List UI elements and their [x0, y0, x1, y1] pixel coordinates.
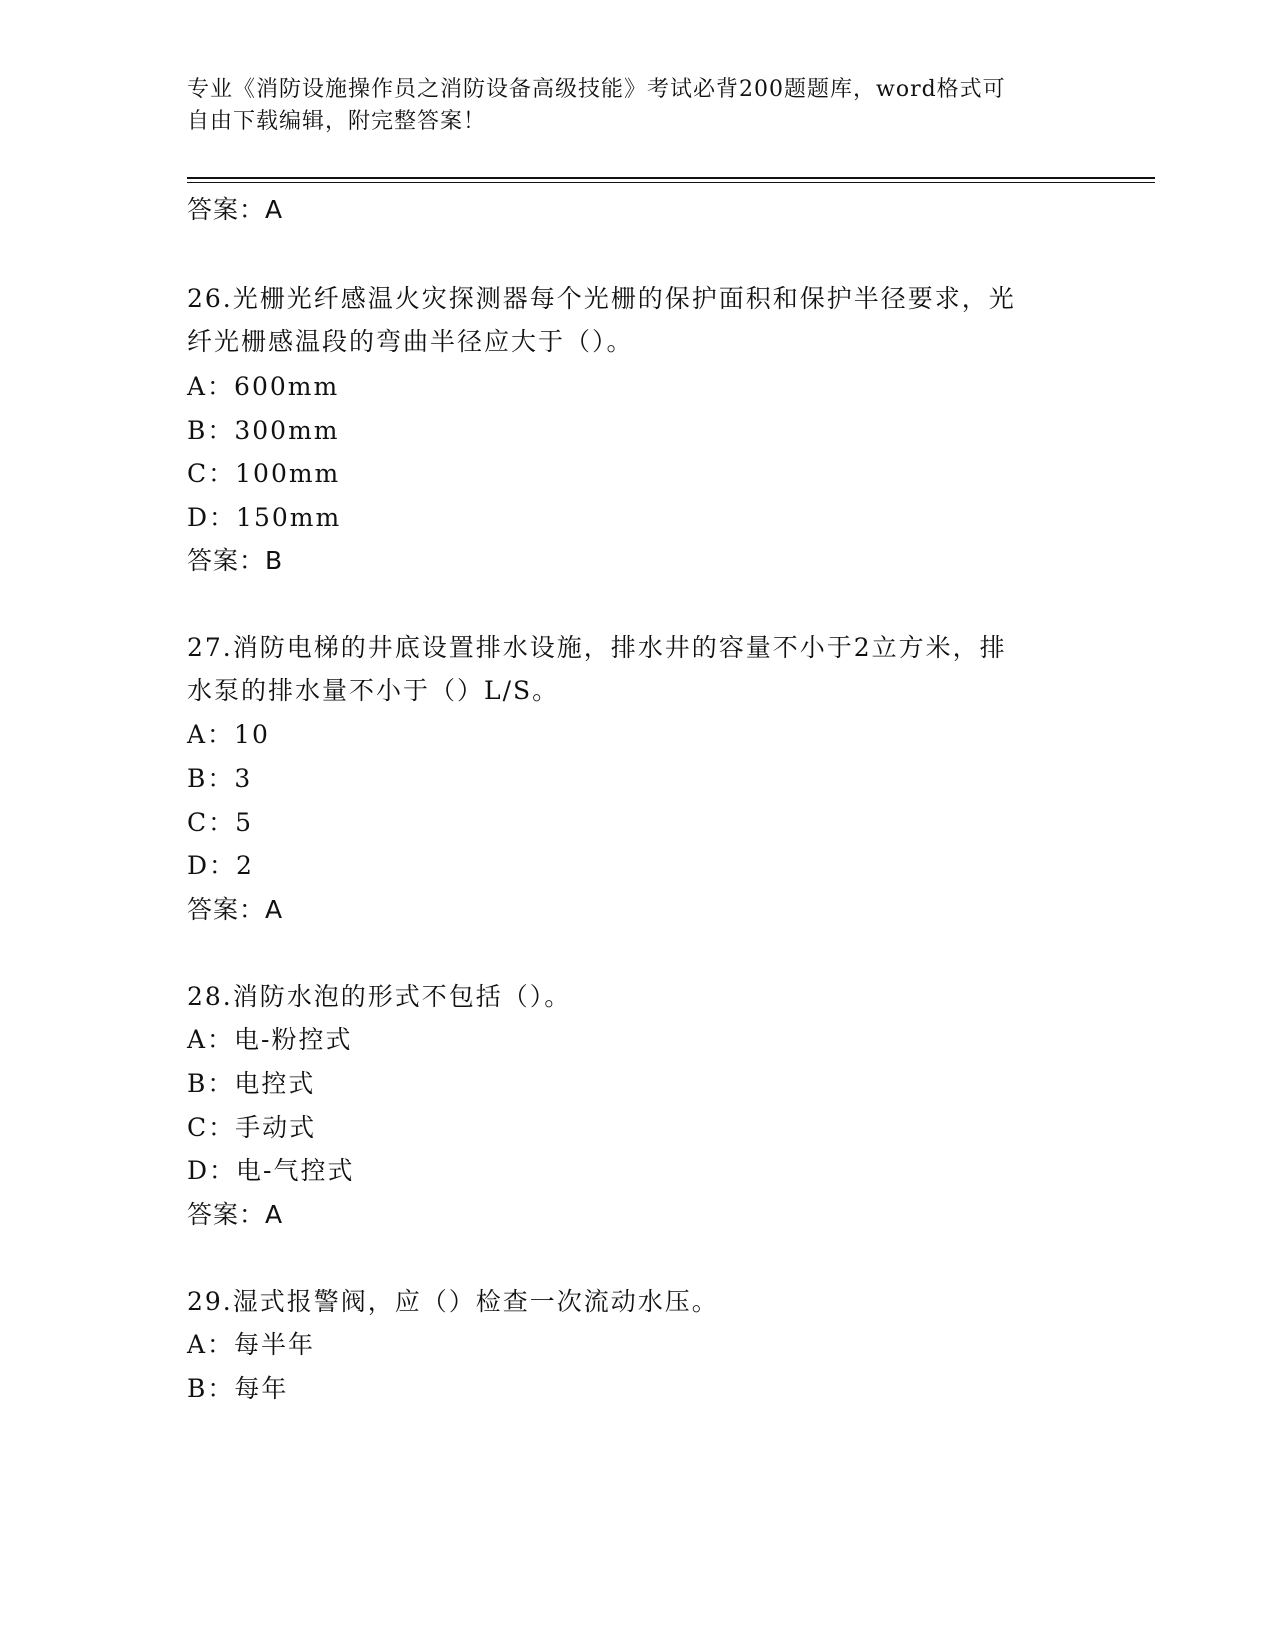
header-divider-thick: [187, 177, 1155, 179]
question-28-option-d: D：电-气控式: [187, 1156, 355, 1185]
question-27-stem-line-2: 水泵的排水量不小于（）L/S。: [187, 676, 560, 705]
question-27-stem-line-1: 27.消防电梯的井底设置排水设施，排水井的容量不小于2立方米，排: [187, 633, 1007, 662]
question-28-option-c: C：手动式: [187, 1113, 317, 1142]
question-27-option-d: D：2: [187, 851, 254, 880]
question-27-answer: 答案：A: [187, 895, 284, 924]
question-26-stem-line-1: 26.光栅光纤感温火灾探测器每个光栅的保护面积和保护半径要求，光: [187, 284, 1016, 313]
question-26-stem-line-2: 纤光栅感温段的弯曲半径应大于（）。: [187, 327, 634, 356]
previous-answer: 答案：A: [187, 195, 284, 224]
question-26-option-a: A：600mm: [187, 372, 340, 401]
question-28-answer: 答案：A: [187, 1200, 284, 1229]
question-28-option-b: B：电控式: [187, 1069, 316, 1098]
question-28-option-a: A：电-粉控式: [187, 1025, 353, 1054]
question-26-option-c: C：100mm: [187, 459, 341, 488]
question-26-answer: 答案：B: [187, 546, 284, 575]
header-line-1: 专业《消防设施操作员之消防设备高级技能》考试必背200题题库，word格式可: [187, 77, 1006, 102]
document-header: [187, 74, 1087, 138]
question-26-option-d: D：150mm: [187, 503, 342, 532]
question-29-option-b: B：每年: [187, 1374, 289, 1403]
question-29-stem-line-1: 29.湿式报警阀，应（）检查一次流动水压。: [187, 1287, 719, 1316]
question-27-option-a: A：10: [187, 720, 270, 749]
question-28-stem-line-1: 28.消防水泡的形式不包括（）。: [187, 982, 572, 1011]
question-26-option-b: B：300mm: [187, 416, 340, 445]
question-27-option-c: C：5: [187, 808, 254, 837]
header-divider-thin: [187, 182, 1155, 183]
question-27-option-b: B：3: [187, 764, 253, 793]
question-29-option-a: A：每半年: [187, 1330, 316, 1359]
header-line-2: 自由下载编辑，附完整答案！: [187, 109, 487, 134]
